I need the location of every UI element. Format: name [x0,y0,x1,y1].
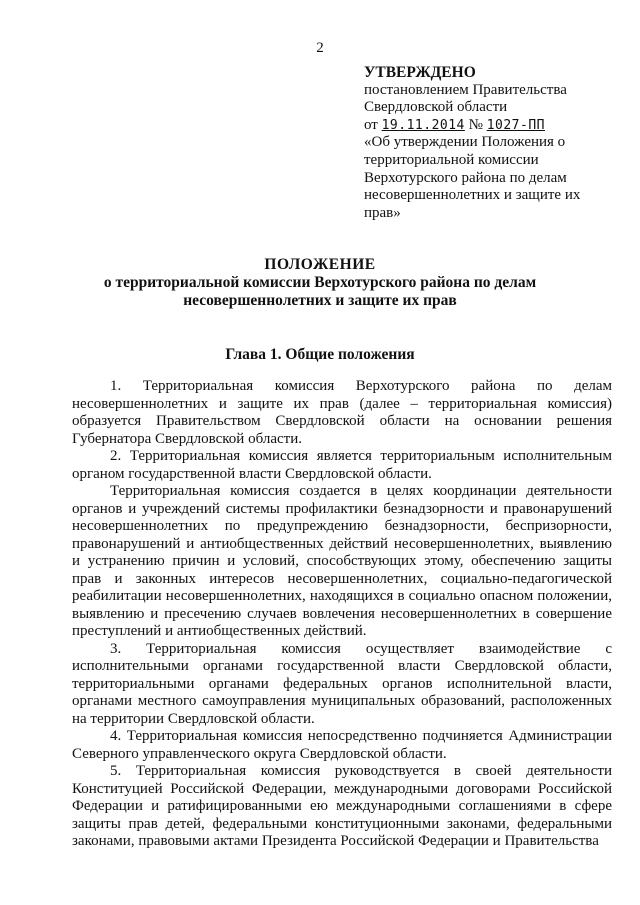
approval-block [364,64,614,222]
document-subtitle-line-2: несовершеннолетних и защите их прав [183,292,457,309]
approval-ref-line-1: «Об утверждении Положения о [364,134,566,151]
paragraph: Территориальная комиссия создается в целях координации деятельности органов и учреждений системы профилактики безнадзорности и правонарушений несовершеннолетних по предупреждению безнадзорности, беспризорности, правонарушений и антиобщественных действий несовершеннолетних, выявлению и устранению причин и условий, способствующих этому, обеспечению защиты прав и законных интересов несовершеннолетних, социально-педагогической реабилитации несовершеннолетних, находящихся в социально опасном положении, выявлению и пресечению случаев вовлечения несовершеннолетних в совершение преступлений и антиобщественных действий. [72,483,612,639]
approval-ref-line-4: несовершеннолетних и защите их [364,187,581,204]
approval-ref-line-2: территориальной комиссии [364,151,539,168]
document-title: ПОЛОЖЕНИЕ [264,256,376,273]
paragraph: 5. Территориальная комиссия руководствуется в своей деятельности Конституцией Российской Федерации, международными договорами Российской Федерации и ратифицированными ею международными соглашениями в сфере защиты прав детей, федеральными конституционными законами, федеральными законами, правовыми актами Президента Российской Федерации и Правительства [72,763,612,849]
from-label: от [364,116,378,133]
paragraph: 3. Территориальная комиссия осуществляет взаимодействие с исполнительными органами государственной власти Свердловской области, территориальными органами федеральных органов исполнительной власти, органами местного самоуправления муниципальных образований, расположенных на территории Свердловской области. [72,640,612,727]
document-subtitle-line-1: о территориальной комиссии Верхотурского района по делам [103,274,537,291]
approval-ref-line-5: прав» [364,204,401,221]
paragraph: 4. Территориальная комиссия непосредственно подчиняется Администрации Северного управленческого округа Свердловской области. [72,728,612,762]
body-text [72,378,612,851]
paragraph: 1. Территориальная комиссия Верхотурского района по делам несовершеннолетних и защите их прав (далее – территориальная комиссия) образуется Правительством Свердловской области на основании решения Губернатора Свердловской области. [72,378,612,447]
approval-date: 19.11.2014 [381,117,465,133]
number-sign: № [468,116,483,133]
approval-line-2: Свердловской области [364,99,508,116]
document-title-block [0,256,640,310]
approval-number: 1027-ПП [486,117,545,133]
chapter-title: Глава 1. Общие положения [225,346,415,363]
paragraph: 2. Территориальная комиссия является территориальным исполнительным органом государственной власти Свердловской области. [72,448,612,482]
approval-date-line [364,117,614,135]
approval-stamp: УТВЕРЖДЕНО [364,64,476,81]
page-number: 2 [316,40,324,56]
approval-ref-line-3: Верхотурского района по делам [364,169,567,186]
approval-line-1: постановлением Правительства [364,81,567,98]
